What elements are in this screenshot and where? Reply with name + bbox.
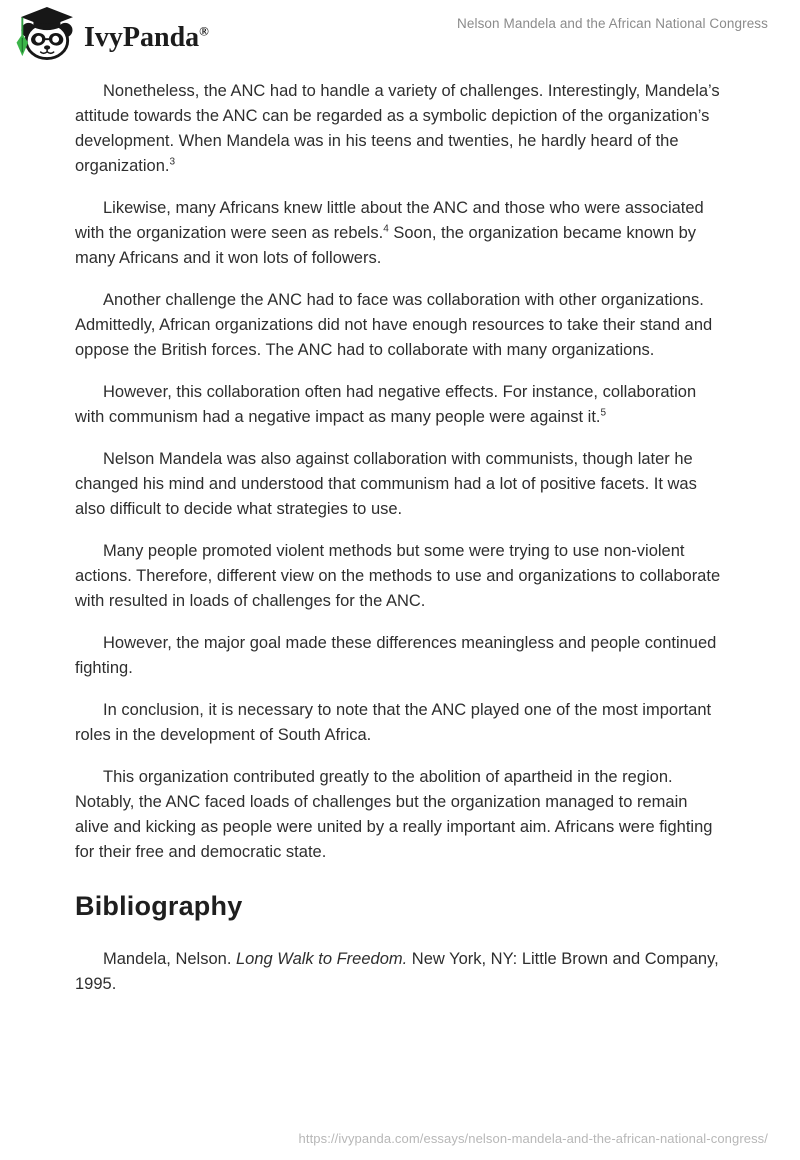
essay-paragraph (75, 765, 725, 865)
panda-graduation-cap-icon (14, 6, 76, 60)
brand-name: IvyPanda® (84, 22, 209, 53)
essay-paragraph (75, 196, 725, 271)
footnote-reference: 4 (383, 223, 389, 235)
registered-mark: ® (199, 23, 209, 39)
document-title: Nelson Mandela and the African National Congress (457, 16, 768, 31)
text-run: Mandela, Nelson. (103, 950, 236, 968)
text-run: Likewise, many Africans knew little about the ANC and those who were associated with the organization were seen as rebels. (75, 199, 704, 242)
text-run: New York, NY: Little Brown and Company, 1995. (75, 950, 719, 993)
essay-paragraph (75, 539, 725, 614)
essay-paragraph (75, 631, 725, 681)
article-content (0, 79, 800, 997)
essay-paragraph (75, 288, 725, 363)
text-run: Another challenge the ANC had to face was collaboration with other organizations. Admittedly, African organizations did not have enough resources to take their stand and oppose the British forces. The ANC had to collaborate with many organizations. (75, 291, 713, 359)
article-body (75, 79, 725, 865)
essay-paragraph (75, 447, 725, 522)
text-run: Soon, the organization became known by many Africans and it won lots of followers. (75, 224, 697, 267)
ivypanda-logo[interactable] (14, 6, 209, 60)
essay-paragraph (75, 380, 725, 430)
footnote-reference: 5 (600, 407, 607, 419)
essay-paragraph (75, 79, 725, 179)
bibliography-list (75, 947, 725, 997)
footnote-reference: 3 (169, 156, 176, 168)
page-header (0, 0, 800, 62)
text-run: Nelson Mandela was also against collaboration with communists, though later he changed his mind and understood that communism had a lot of positive facets. It was also difficult to decide what strategies to use. (75, 450, 697, 518)
book-title-italic: Long Walk to Freedom. (236, 950, 408, 968)
text-run: Many people promoted violent methods but some were trying to use non-violent actions. Therefore, different view on the methods to use and organizations to collaborate with resulted in loads of challenges for the ANC. (75, 542, 721, 610)
essay-paragraph (75, 698, 725, 748)
text-run: However, the major goal made these differences meaningless and people continued fighting. (75, 634, 717, 677)
text-run: In conclusion, it is necessary to note that the ANC played one of the most important roles in the development of South Africa. (75, 701, 712, 744)
bibliography-entry (75, 947, 725, 997)
text-run: This organization contributed greatly to the abolition of apartheid in the region. Notably, the ANC faced loads of challenges but the organization managed to remain alive and kicking as people were united by a really important aim. Africans were fighting for their free and democratic state. (75, 768, 713, 861)
text-run: Nonetheless, the ANC had to handle a variety of challenges. Interestingly, Mandela’s attitude towards the ANC can be regarded as a symbolic depiction of the organization’s development. When Mandela was in his teens and twenties, he hardly heard of the organization. (75, 82, 720, 175)
bibliography-heading: Bibliography (75, 891, 243, 921)
source-url-link[interactable]: https://ivypanda.com/essays/nelson-mandela-and-the-african-national-congress/ (298, 1131, 768, 1146)
text-run: However, this collaboration often had negative effects. For instance, collaboration with communism had a negative impact as many people were against it. (75, 383, 697, 426)
